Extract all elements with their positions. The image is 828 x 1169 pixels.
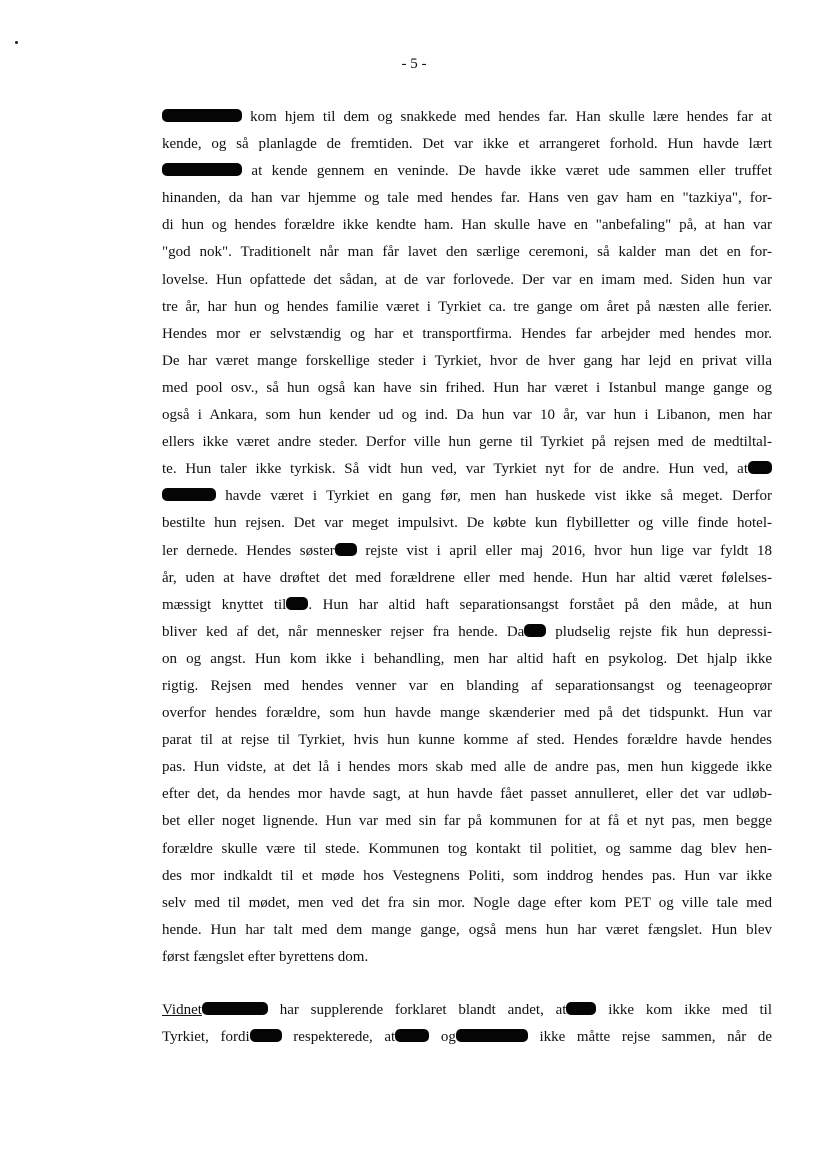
text-segment: år, uden at have drøftet det med forældrene eller med hende. Hun har altid været følelses- <box>162 569 772 586</box>
text-line <box>162 592 772 619</box>
redaction-bar <box>566 1002 596 1015</box>
text-segment: di hun og hendes forældre ikke kendte ham. Han skulle have en "anbefaling" på, at han var <box>162 217 772 234</box>
text-segment: rejste vist i april eller maj 2016, hvor hun lige var fyldt 18 <box>356 542 772 559</box>
text-segment: hinanden, da han var hjemme og tale med hendes far. Hans ven gav ham en "tazkiya", for- <box>162 190 772 207</box>
text-segment: også i Ankara, som hun kender ud og ind. Da hun var 10 år, var hun i Libanon, men har <box>162 407 772 424</box>
text-segment: bet eller noget lignende. Hun var med sin far på kommunen for at få et nyt pas, men begge <box>162 813 772 830</box>
text-segment: De har været mange forskellige steder i Tyrkiet, hvor de hver gang har lejd en privat villa <box>162 352 772 369</box>
text-line <box>162 538 772 565</box>
text-segment: mæssigt knyttet til <box>162 596 287 613</box>
text-segment: selv med til mødet, men ved det fra sin mor. Nogle dage efter kom PET og ville tale med <box>162 894 772 911</box>
text-segment: og <box>429 1029 456 1046</box>
text-line <box>162 944 772 971</box>
text-line <box>162 1024 772 1051</box>
text-segment: kom hjem til dem og snakkede med hendes far. Han skulle lære hendes far at <box>242 109 772 125</box>
document-body <box>162 104 772 1051</box>
redaction-bar <box>162 488 216 501</box>
text-segment: . Hun har altid haft separationsangst forstået på den måde, at hun <box>308 596 772 613</box>
text-segment: ikke måtte rejse sammen, når de <box>527 1029 773 1046</box>
text-line <box>162 158 772 185</box>
redaction-bar <box>524 624 546 637</box>
text-line <box>162 646 772 673</box>
text-segment: bestilte hun rejsen. Det var meget impulsivt. De købte kun flybilletter og ville finde hotel- <box>162 515 772 532</box>
text-line <box>162 863 772 890</box>
text-line <box>162 673 772 700</box>
redaction-bar <box>286 597 308 610</box>
text-segment: des mor indkaldt til et møde hos Vestegnens Politi, som inddrog hendes pas. Hun var ikke <box>162 867 772 884</box>
page-number: - 5 - <box>401 56 427 72</box>
text-segment: lovelse. Hun opfattede det sådan, at de var forlovede. Der var en imam med. Siden hun var <box>162 271 772 288</box>
text-line <box>162 104 772 131</box>
text-line <box>162 402 772 429</box>
redaction-bar <box>202 1002 268 1015</box>
text-line <box>162 429 772 456</box>
text-line <box>162 294 772 321</box>
text-segment: forældre skulle være til stede. Kommunen tog kontakt til politiet, og samme dag blev hen- <box>162 840 772 857</box>
text-segment: bliver ked af det, når mennesker rejser fra hende. Da <box>162 623 525 640</box>
text-line <box>162 619 772 646</box>
text-segment: parat til at rejse til Tyrkiet, hvis hun kunne komme af sted. Hendes forældre havde hendes <box>162 732 772 749</box>
text-segment: ler dernede. Hendes søster <box>162 542 335 559</box>
text-line <box>162 456 772 483</box>
text-line <box>162 239 772 266</box>
text-segment: med pool osv., så hun også kan have sin frihed. Hun har været i Istanbul mange gange og <box>162 379 772 396</box>
text-segment: pas. Hun vidste, at det lå i hendes mors skab med alle de andre pas, men hun kiggede ikke <box>162 759 772 776</box>
text-line <box>162 375 772 402</box>
text-line <box>162 510 772 537</box>
redaction-bar <box>335 543 357 556</box>
text-line <box>162 185 772 212</box>
text-line <box>162 808 772 835</box>
text-segment: ikke kom ikke med til <box>596 1002 772 1018</box>
redaction-bar <box>456 1029 528 1042</box>
text-segment: hende. Hun har talt med dem mange gange, også mens hun har været fængslet. Hun blev <box>162 921 772 938</box>
redaction-bar <box>748 461 772 474</box>
scan-speck <box>15 41 18 44</box>
redaction-bar <box>162 163 242 176</box>
text-segment: "god nok". Traditionelt når man får lavet den særlige ceremoni, så kalder man det en for- <box>162 244 772 261</box>
text-segment: efter det, da hendes mor havde sagt, at hun havde fået passet annulleret, eller det var udløb- <box>162 786 772 803</box>
text-line <box>162 131 772 158</box>
witness-label: Vidnet <box>162 1002 202 1018</box>
text-line <box>162 700 772 727</box>
redaction-bar <box>250 1029 282 1042</box>
text-line <box>162 890 772 917</box>
text-line <box>162 565 772 592</box>
text-segment: respekterede, at <box>281 1029 396 1046</box>
text-segment: on og angst. Hun kom ikke i behandling, men har altid haft en psykolog. Det hjalp ikke <box>162 650 772 667</box>
text-line <box>162 267 772 294</box>
text-line <box>162 754 772 781</box>
text-line <box>162 348 772 375</box>
text-line <box>162 781 772 808</box>
redaction-bar <box>162 109 242 122</box>
redaction-bar <box>395 1029 429 1042</box>
text-segment: tre år, har hun og hendes familie været i Tyrkiet ca. tre gange om året på næsten alle ferier. <box>162 298 772 315</box>
text-line <box>162 917 772 944</box>
text-segment: rigtig. Rejsen med hendes venner var en blanding af separationsangst og teenageoprør <box>162 677 772 694</box>
text-segment: overfor hendes forældre, som hun havde mange skænderier med på det tidspunkt. Hun var <box>162 705 772 722</box>
text-segment: først fængslet efter byrettens dom. <box>162 948 369 965</box>
text-segment: Hendes mor er selvstændig og har et transportfirma. Hendes far arbejder med hendes mor. <box>162 325 772 342</box>
text-line <box>162 321 772 348</box>
text-line <box>162 836 772 863</box>
text-segment: ellers ikke været andre steder. Derfor ville hun gerne til Tyrkiet på rejsen med de medtiltal- <box>162 434 772 451</box>
text-line <box>162 997 772 1024</box>
text-line <box>162 212 772 239</box>
text-segment: pludselig rejste fik hun depressi- <box>546 623 773 640</box>
text-segment: har supplerende forklaret blandt andet, at <box>267 1002 567 1018</box>
text-segment: havde været i Tyrkiet en gang før, men han huskede vist ikke så meget. Derfor <box>216 488 772 505</box>
text-line <box>162 483 772 510</box>
text-segment: te. Hun taler ikke tyrkisk. Så vidt hun ved, var Tyrkiet nyt for de andre. Hun ved, at <box>162 461 748 478</box>
text-segment: at kende gennem en veninde. De havde ikke været ude sammen eller truffet <box>242 163 772 180</box>
testimony-paragraph <box>162 104 772 971</box>
witness-paragraph <box>162 997 772 1051</box>
text-line <box>162 727 772 754</box>
text-segment: kende, og så planlagde de fremtiden. Det var ikke et arrangeret forhold. Hun havde lært <box>162 136 772 153</box>
text-segment: Tyrkiet, fordi <box>162 1029 250 1046</box>
